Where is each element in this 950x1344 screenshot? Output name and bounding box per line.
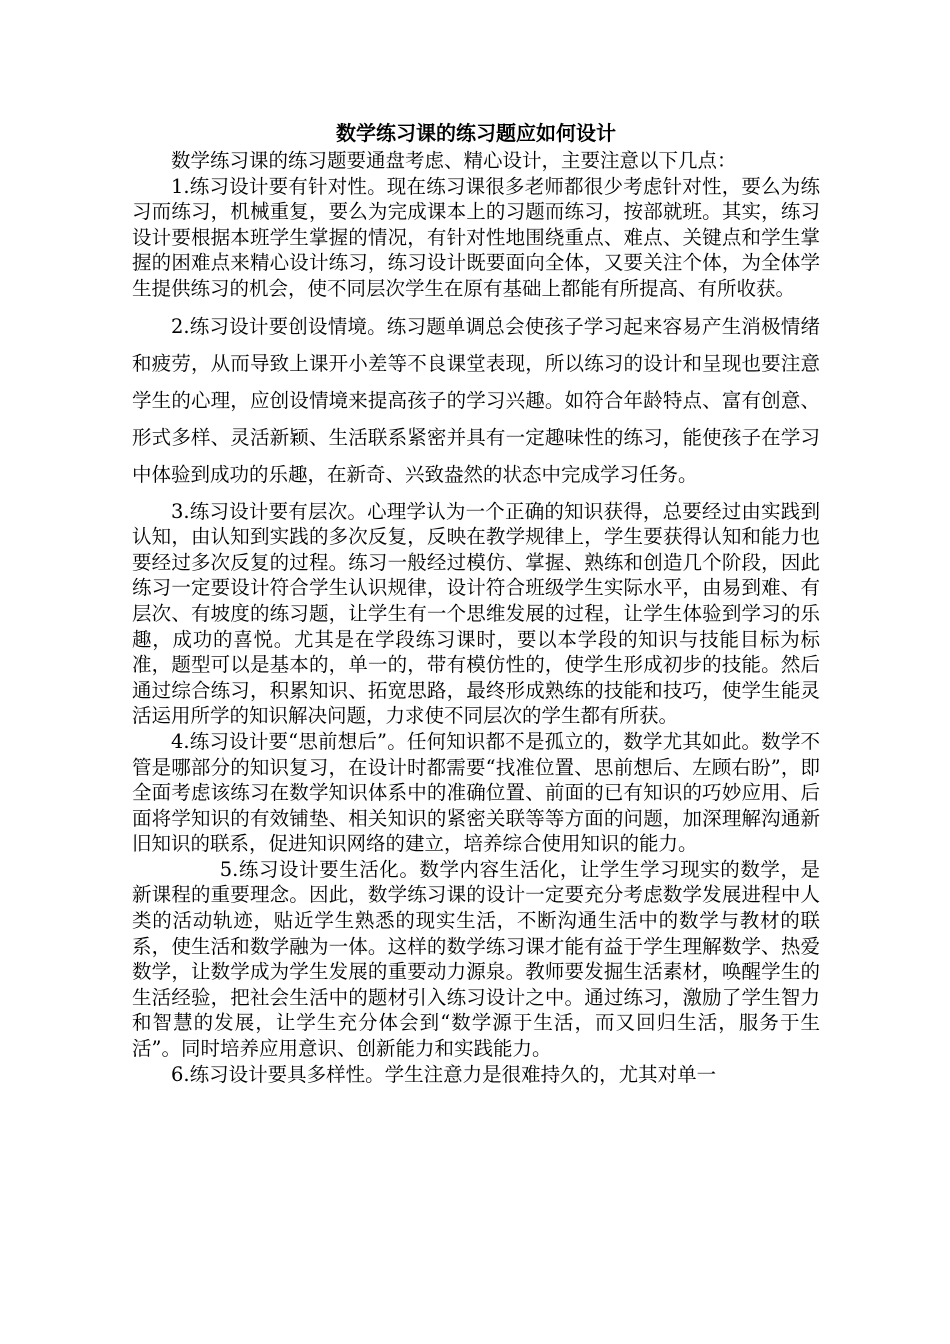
paragraph-1: 1.练习设计要有针对性。现在练习课很多老师都很少考虑针对性，要么为练习而练习，机械重复，要么为完成课本上的习题而练习，按部就班。其实，练习设计要根据本班学生掌握的情况，有针对性地围绕重点、难点、关键点和学生掌握的困难点来精心设计练习，练习设计既要面向全体，又要关注个体，为全体学生提供练习的机会，使不同层次学生在原有基础上都能有所提高、有所收获。 [132, 174, 820, 300]
paragraph-2: 2.练习设计要创设情境。练习题单调总会使孩子学习起来容易产生消极情绪和疲劳，从而导致上课开小差等不良课堂表现，所以练习的设计和呈现也要注意学生的心理，应创设情境来提高孩子的学习兴趣。如符合年龄特点、富有创意、形式多样、灵活新颖、生活联系紧密并具有一定趣味性的练习，能使孩子在学习中体验到成功的乐趣，在新奇、兴致盎然的状态中完成学习任务。 [132, 314, 820, 486]
document-page [132, 118, 820, 1087]
paragraph-6: 6.练习设计要具多样性。学生注意力是很难持久的，尤其对单一 [171, 1062, 717, 1086]
paragraph-3: 3.练习设计要有层次。心理学认为一个正确的知识获得，总要经过由实践到认知，由认知到实践的多次反复，反映在教学规律上，学生要获得认知和能力也要经过多次反复的过程。练习一般经过模仿、掌握、熟练和创造几个阶段，因此练习一定要设计符合学生认识规律，设计符合班级学生实际水平，由易到难、有层次、有坡度的练习题，让学生有一个思维发展的过程，让学生体验到学习的乐趣，成功的喜悦。尤其是在学段练习课时，要以本学段的知识与技能目标为标准，题型可以是基本的，单一的，带有模仿性的，使学生形成初步的技能。然后通过综合练习，积累知识、拓宽思路，最终形成熟练的技能和技巧，使学生能灵活运用所学的知识解决问题，力求使不同层次的学生都有所获。 [132, 499, 820, 728]
paragraph-5: 5.练习设计要生活化。数学内容生活化，让学生学习现实的数学，是新课程的重要理念。因此，数学练习课的设计一定要充分考虑数学发展进程中人类的活动轨迹，贴近学生熟悉的现实生活，不断沟通生活中的数学与教材的联系，使生活和数学融为一体。这样的数学练习课才能有益于学生理解数学、热爱数学，让数学成为学生发展的重要动力源泉。教师要发掘生活素材，唤醒学生的生活经验，把社会生活中的题材引入练习设计之中。通过练习，激励了学生智力和智慧的发展，让学生充分体会到“数学源于生活，而又回归生活，服务于生活”。同时培养应用意识、创新能力和实践能力。 [132, 857, 820, 1061]
paragraph-intro: 数学练习课的练习题要通盘考虑、精心设计，主要注意以下几点： [171, 149, 737, 172]
document-title: 数学练习课的练习题应如何设计 [336, 121, 616, 145]
paragraph-4: 4.练习设计要“思前想后”。任何知识都不是孤立的，数学尤其如此。数学不管是哪部分的知识复习，在设计时都需要“找准位置、思前想后、左顾右盼”，即全面考虑该练习在数学知识体系中的准确位置、前面的已有知识的巧妙应用、后面将学知识的有效铺垫、相关知识的紧密关联等等方面的问题，加深理解沟通新旧知识的联系，促进知识网络的建立，培养综合使用知识的能力。 [132, 729, 820, 856]
